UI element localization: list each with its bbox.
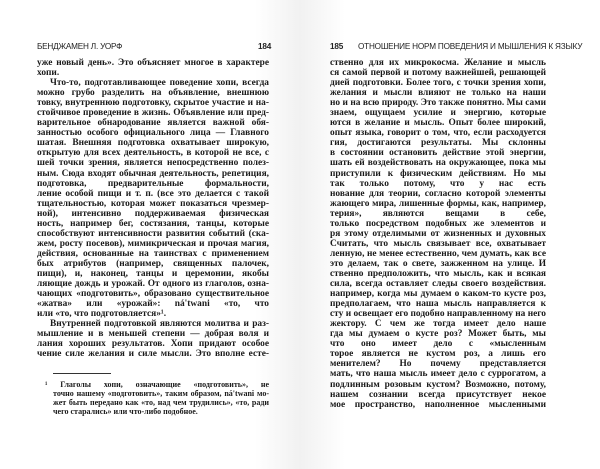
text-line: бых атрибутов (например, священных палочек, <box>37 258 269 269</box>
text-line: тщательностью, которая может показаться чрезмер- <box>37 198 269 209</box>
page-number: 185 <box>330 42 344 51</box>
text-line: приступили к физическим действиям. Но мы <box>330 168 546 179</box>
text-line: пищи), и, наконец, танцы и церемонии, якобы <box>37 268 269 279</box>
text-line: или «то, что подготовляется»¹. <box>37 309 167 320</box>
text-line: действия, основанные на таинствах с применением <box>37 248 269 259</box>
text-line: занностью особого официального лица — Главного <box>37 128 269 139</box>
text-line: чающих «подготовить», образовано существительное <box>37 289 269 300</box>
footnote-rule <box>53 373 111 374</box>
text-line: сту и освещает его подобно направленному на него <box>330 309 546 320</box>
right-page <box>300 0 600 469</box>
text-line: дией подготовки. Более того, с точки зрения хопи, <box>330 78 546 89</box>
text-line: шатая. Внешняя подготовка охватывает широкую, <box>37 138 269 149</box>
text-line: товку, внутреннюю подготовку, скрытое участие и на- <box>37 98 269 109</box>
text-line: только посредством подобных же элементов и <box>330 218 546 229</box>
text-line: жем, росту посевов), мимикрическая и прочая магия, <box>37 238 269 249</box>
text-line: сила, всегда оставляет следы своего воздействия. <box>330 279 546 290</box>
text-line: мать, что наша мысль имеет дело с суррогатом, а <box>330 369 546 380</box>
footnote-line: чего старались» или что-либо подобное. <box>53 407 198 417</box>
footnote-line: точно нашему «подготовить», таким образом, ná'twani мо- <box>53 389 269 399</box>
text-line: нование для теории, согласно которой элементы <box>330 188 546 199</box>
text-line: стойчивое проведение в жизнь. Объявление или пред- <box>37 108 269 119</box>
body-text <box>37 58 269 416</box>
text-line: можно грубо разделить на объявление, внешнюю <box>37 88 269 99</box>
text-line: гда мы думаем о кусте роз? Может быть, мы <box>330 329 546 340</box>
text-line: Считать, что мысль связывает все, охватывает <box>330 238 546 249</box>
text-line: в состоянии остановить действие этой энергии, <box>330 148 546 159</box>
text-line: чение силе желания и силе мысли. Это вполне есте- <box>37 349 269 360</box>
text-line: предполагаем, что наша мысль направляется к <box>330 299 546 310</box>
text-line: ются в желание и мысль. Опыт более широкий, <box>330 118 546 129</box>
text-line: например, когда мы думаем о каком-то кусте роз, <box>330 289 546 300</box>
text-line: способствуют интенсивности развития событий (ска- <box>37 228 269 239</box>
text-line: жающего мира, лишенные формы, как, например, <box>330 198 546 209</box>
text-line: желания и мысли влияют не только на наши <box>330 88 546 99</box>
text-line: мышление и в меньшей степени — добрая воля и <box>37 329 269 340</box>
footnote-line: жет быть передано как «то, над чем трудились», «то, ради <box>53 398 269 408</box>
text-line: но и на всю природу. Это также понятно. Мы сами <box>330 98 546 109</box>
text-line: ляющие дождь и урожай. От одного из глаголов, озна- <box>37 279 269 290</box>
text-line: ся самой первой и потому важнейшей, решающей <box>330 68 546 79</box>
text-line: Внутренней подготовкой являются молитва и раз- <box>50 319 269 330</box>
text-line: подготовка, предварительные формальности, <box>37 178 269 189</box>
text-line: ность, например бег, состязания, танцы, которые <box>37 218 269 229</box>
footnote-line: ¹ Глаголы хопи, означающие «подготовить», не <box>45 380 269 390</box>
text-line: так только потому, что у нас есть <box>330 178 546 189</box>
text-line: мое пространство, наполненное мысленными <box>330 399 546 410</box>
text-line: терия», являются вещами в себе, <box>330 208 546 219</box>
body-text <box>330 58 546 410</box>
text-line: уже новый день». Это объясняет многое в характере <box>37 58 269 68</box>
text-line: это делаем, так о свете, зажженном на улице. И <box>330 258 546 269</box>
text-line: опыт языка, говорит о том, что, если расходуется <box>330 128 546 139</box>
text-line: ственно для их микрокосма. Желание и мысль <box>330 58 546 68</box>
text-line: ление особой пищи и т. п. (все это делается с такой <box>37 188 269 199</box>
text-line: жектору. С чем же тогда имеет дело наше <box>330 319 546 330</box>
text-line: лания хороших результатов. Хопи придают особое <box>37 339 269 350</box>
text-line: шей точки зрения, является непосредственно полез- <box>37 158 269 169</box>
text-line: нашем сознании всегда присутствует некое <box>330 389 546 400</box>
text-line: хопи. <box>37 68 60 79</box>
footnote <box>37 380 269 416</box>
text-line: ленную, не менее естественно, чем думать, как все <box>330 248 546 259</box>
text-line: открытую для всех деятельность, в которой не все, с <box>37 148 269 159</box>
text-line: ной), интенсивно поддерживаемая физическая <box>37 208 269 219</box>
text-line: шать ей воздействовать на окружающее, пока мы <box>330 158 546 169</box>
text-line: Что-то, подготавливающее поведение хопи, всегда <box>50 78 269 89</box>
text-line: ным. Сюда входят обычная деятельность, репетиция, <box>37 168 269 179</box>
text-line: «жатва» или «урожай»: ná'twani «то, что <box>37 299 269 310</box>
text-line: что оно имеет дело с «мысленным <box>330 339 546 350</box>
text-line: менителем? Но почему представляется <box>330 359 546 370</box>
text-line: ря этому отделимыми от жизненных и духовных <box>330 228 546 239</box>
text-line: варительное обнародование является важной обя- <box>37 118 269 129</box>
text-line: подлинным розовым кустом? Возможно, потому, <box>330 379 546 390</box>
running-head: ОТНОШЕНИЕ НОРМ ПОВЕДЕНИЯ И МЫШЛЕНИЯ К ЯЗЫКУ <box>358 42 583 51</box>
text-line: ственно предположить, что мысль, как и всякая <box>330 268 546 279</box>
text-line: торое является не кустом роз, а лишь его <box>330 349 546 360</box>
running-head: БЕНДЖАМЕН Л. УОРФ <box>37 42 123 51</box>
text-line: гия, достигаются результаты. Мы склонны <box>330 138 546 149</box>
text-line: знаем, ощущаем усилие и энергию, которые <box>330 108 546 119</box>
page-number: 184 <box>258 42 272 51</box>
